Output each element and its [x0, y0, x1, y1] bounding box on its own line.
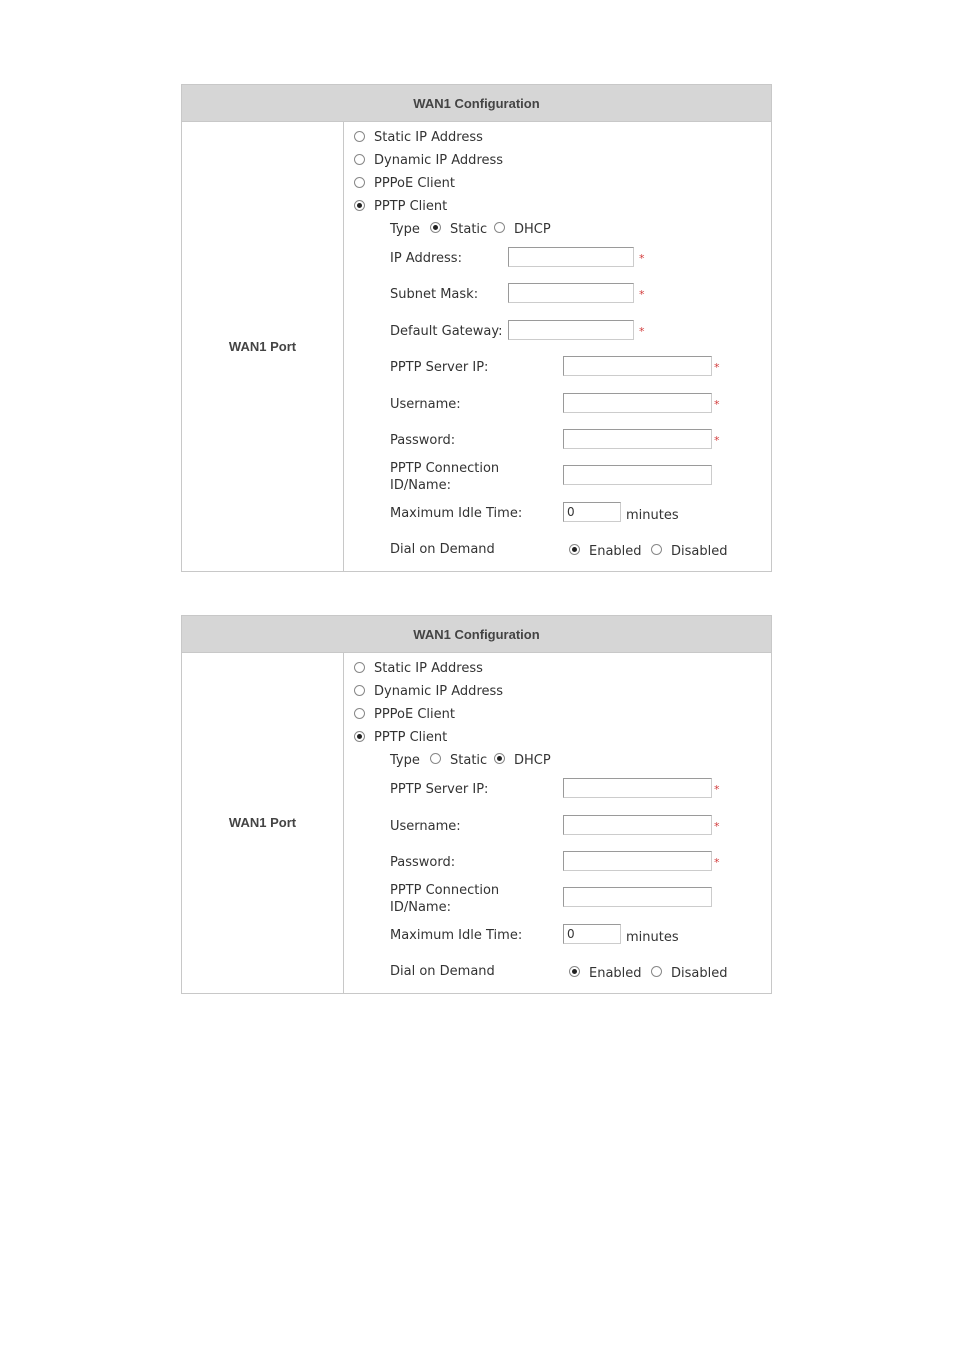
max-idle-time-label: Maximum Idle Time: — [390, 506, 523, 521]
label-pptp-client: PPTP Client — [374, 199, 448, 214]
pptp-server-ip-required-mark: * — [714, 783, 720, 796]
minutes-label: minutes — [626, 508, 679, 523]
wan1-config-panel-dhcp — [181, 615, 772, 994]
connection-id-label-line1: PPTP Connection — [390, 461, 500, 476]
username-input[interactable] — [563, 815, 712, 835]
label-pppoe-client: PPPoE Client — [374, 707, 455, 722]
panel-header: WAN1 Configuration — [182, 616, 771, 653]
radio-static-ip[interactable] — [354, 662, 365, 673]
ip-address-input[interactable] — [508, 247, 634, 267]
username-label: Username: — [390, 397, 461, 412]
radio-dynamic-ip[interactable] — [354, 154, 365, 165]
pptp-server-ip-input[interactable] — [563, 356, 712, 376]
radio-type-static[interactable] — [430, 222, 441, 233]
config-cell — [344, 121, 771, 571]
connection-id-input[interactable] — [563, 465, 712, 485]
password-label: Password: — [390, 855, 456, 870]
ip-address-label: IP Address: — [390, 251, 462, 266]
password-label: Password: — [390, 433, 456, 448]
port-label: WAN1 Port — [228, 338, 297, 354]
subnet-mask-input[interactable] — [508, 283, 634, 303]
password-input[interactable] — [563, 429, 712, 449]
default-gateway-input[interactable] — [508, 320, 634, 340]
password-required-mark: * — [714, 856, 720, 869]
label-static-ip: Static IP Address — [374, 130, 483, 145]
connection-id-input[interactable] — [563, 887, 712, 907]
label-pptp-client: PPTP Client — [374, 730, 448, 745]
label-dial-disabled: Disabled — [671, 544, 728, 559]
dial-on-demand-label: Dial on Demand — [390, 542, 495, 557]
username-required-mark: * — [714, 820, 720, 833]
type-label: Type — [390, 753, 420, 768]
radio-dial-disabled[interactable] — [651, 544, 662, 555]
connection-id-label-line2: ID/Name: — [390, 900, 451, 915]
radio-pppoe-client[interactable] — [354, 708, 365, 719]
username-required-mark: * — [714, 398, 720, 411]
username-input[interactable] — [563, 393, 712, 413]
wan1-config-panel-static — [181, 84, 772, 572]
subnet-mask-required-mark: * — [639, 288, 645, 301]
connection-id-label-line2: ID/Name: — [390, 478, 451, 493]
type-label: Type — [390, 222, 420, 237]
label-dynamic-ip: Dynamic IP Address — [374, 684, 504, 699]
password-input[interactable] — [563, 851, 712, 871]
pptp-server-ip-input[interactable] — [563, 778, 712, 798]
label-static-ip: Static IP Address — [374, 661, 483, 676]
subnet-mask-label: Subnet Mask: — [390, 287, 479, 302]
dial-on-demand-label: Dial on Demand — [390, 964, 495, 979]
radio-pppoe-client[interactable] — [354, 177, 365, 188]
label-dial-enabled: Enabled — [589, 544, 642, 559]
label-type-static: Static — [450, 753, 488, 768]
radio-static-ip[interactable] — [354, 131, 365, 142]
label-type-dhcp: DHCP — [514, 222, 551, 237]
port-label-cell — [182, 652, 344, 993]
radio-type-static[interactable] — [430, 753, 441, 764]
label-dynamic-ip: Dynamic IP Address — [374, 153, 504, 168]
max-idle-time-input[interactable] — [563, 502, 621, 522]
pptp-server-ip-label: PPTP Server IP: — [390, 782, 489, 797]
username-label: Username: — [390, 819, 461, 834]
connection-id-label-line1: PPTP Connection — [390, 883, 500, 898]
label-type-dhcp: DHCP — [514, 753, 551, 768]
radio-type-dhcp[interactable] — [494, 222, 505, 233]
minutes-label: minutes — [626, 930, 679, 945]
config-cell — [344, 652, 771, 993]
panel-header: WAN1 Configuration — [182, 85, 771, 122]
pptp-server-ip-required-mark: * — [714, 361, 720, 374]
password-required-mark: * — [714, 434, 720, 447]
default-gateway-required-mark: * — [639, 325, 645, 338]
radio-type-dhcp[interactable] — [494, 753, 505, 764]
default-gateway-label: Default Gateway: — [390, 324, 503, 339]
port-label: WAN1 Port — [228, 815, 297, 830]
pptp-server-ip-label: PPTP Server IP: — [390, 360, 489, 375]
label-dial-disabled: Disabled — [671, 966, 728, 981]
label-pppoe-client: PPPoE Client — [374, 176, 455, 191]
radio-pptp-client[interactable] — [354, 731, 365, 742]
radio-dial-enabled[interactable] — [569, 544, 580, 555]
max-idle-time-label: Maximum Idle Time: — [390, 928, 523, 943]
max-idle-time-input[interactable] — [563, 924, 621, 944]
radio-dynamic-ip[interactable] — [354, 685, 365, 696]
label-dial-enabled: Enabled — [589, 966, 642, 981]
radio-dial-disabled[interactable] — [651, 966, 662, 977]
ip-address-required-mark: * — [639, 252, 645, 265]
port-label-cell — [182, 121, 344, 571]
radio-dial-enabled[interactable] — [569, 966, 580, 977]
radio-pptp-client[interactable] — [354, 200, 365, 211]
label-type-static: Static — [450, 222, 488, 237]
